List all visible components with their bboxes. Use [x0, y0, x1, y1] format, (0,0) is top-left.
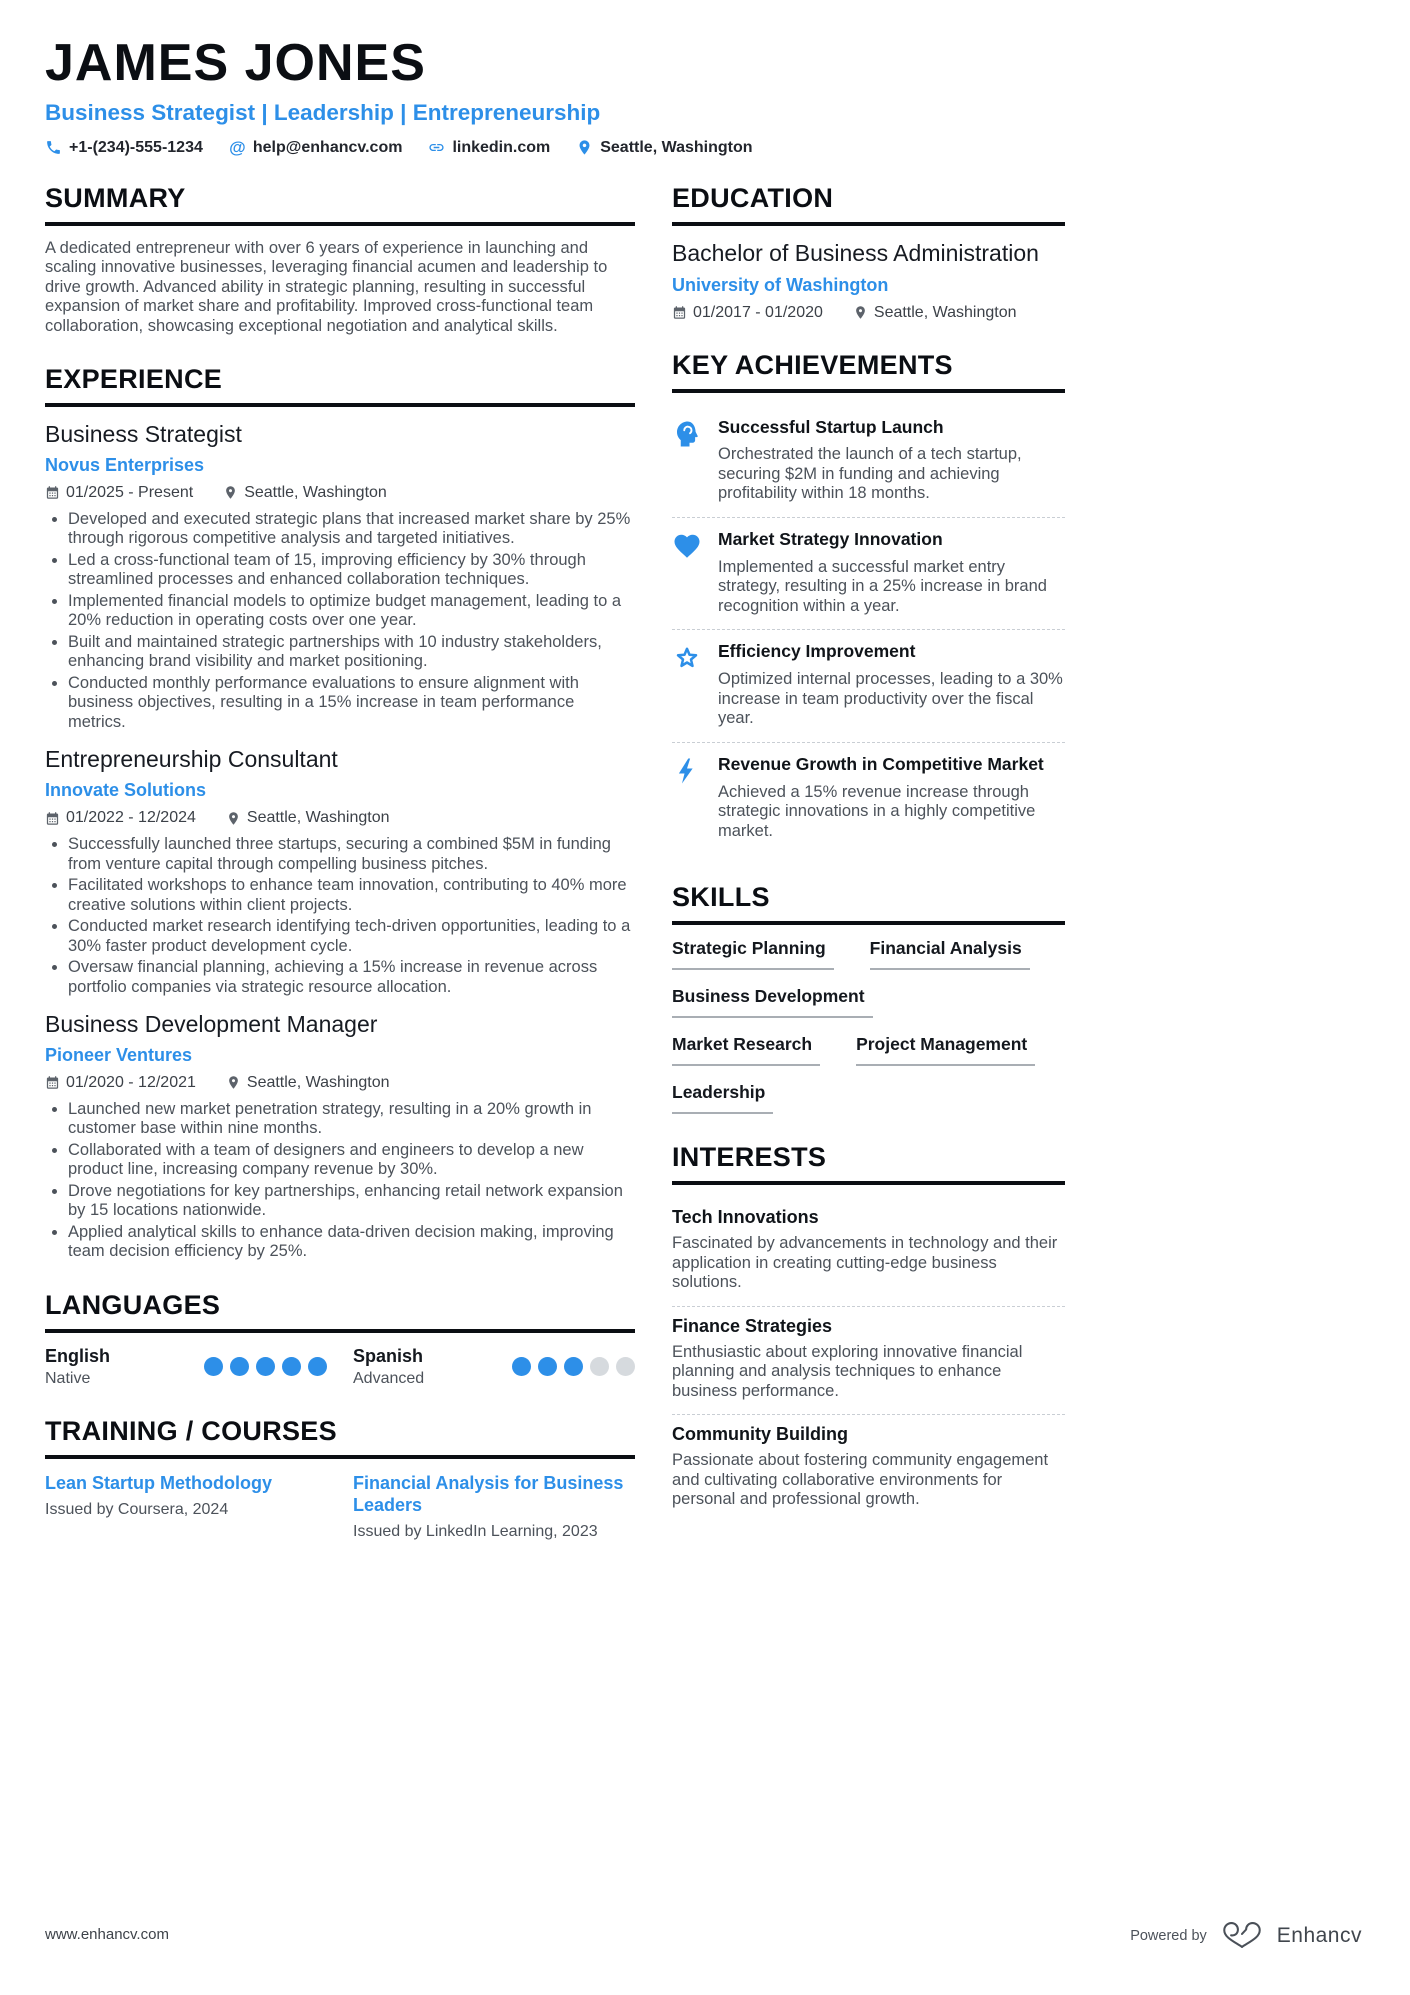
achievement-item — [672, 517, 1065, 629]
interest-title: Community Building — [672, 1424, 848, 1445]
job-entry — [45, 745, 635, 997]
skills-section — [672, 882, 1065, 1114]
job-bullet: • Developed and executed strategic plans that increased market share by 25% through rigorous competitive analysis and targeted initiatives. — [68, 510, 635, 549]
job-meta — [45, 1074, 635, 1092]
job-bullet: • Successfully launched three startups, securing a combined $5M in funding from venture capital through compelling business pitches. — [68, 835, 635, 874]
job-title: Business Strategist — [45, 421, 242, 448]
summary-heading: SUMMARY — [45, 183, 635, 226]
location-icon — [223, 485, 238, 500]
location-icon — [226, 1075, 241, 1090]
job-bullet: • Launched new market penetration strategy, resulting in a 20% growth in customer base within nine months. — [68, 1100, 635, 1139]
job-dates-value: 01/2025 - Present — [66, 483, 194, 501]
school-name: University of Washington — [672, 274, 889, 295]
job-location-value: Seattle, Washington — [244, 483, 387, 501]
job-bullet: • Collaborated with a team of designers and engineers to develop a new product line, increasing company revenue by 30%. — [68, 1141, 635, 1180]
language-level-dot — [512, 1357, 531, 1376]
experience-section — [45, 364, 635, 1262]
experience-heading: EXPERIENCE — [45, 364, 635, 407]
language-level-dot — [230, 1357, 249, 1376]
interest-text: Enthusiastic about exploring innovative financial planning and analysis techniques to enhance business performance. — [672, 1342, 1023, 1400]
course-issuer: Issued by LinkedIn Learning, 2023 — [353, 1522, 598, 1540]
interest-text: Fascinated by advancements in technology and their application in creating cutting-edge business solutions. — [672, 1234, 1058, 1292]
job-dates — [45, 484, 193, 502]
achievement-item — [672, 742, 1065, 854]
contact-link-value: linkedin.com — [452, 138, 551, 156]
skills-heading: SKILLS — [672, 882, 1065, 925]
achievement-item — [672, 406, 1065, 517]
brain-head-icon — [672, 417, 718, 504]
lightning-icon — [672, 754, 718, 841]
achievements-section — [672, 350, 1065, 855]
job-bullets — [45, 835, 635, 997]
job-meta — [45, 809, 635, 827]
job-bullet: • Implemented financial models to optimize budget management, leading to a 20% reduction in operating costs over one year. — [68, 592, 635, 631]
at-icon: @ — [229, 138, 246, 158]
language-level-dot — [590, 1357, 609, 1376]
interest-title: Tech Innovations — [672, 1207, 819, 1228]
footer-site-link[interactable]: www.enhancv.com — [45, 1926, 169, 1943]
education-location-value: Seattle, Washington — [873, 303, 1017, 321]
job-bullet: • Applied analytical skills to enhance data-driven decision making, improving team decision efficiency by 25%. — [68, 1223, 635, 1262]
job-title: Entrepreneurship Consultant — [45, 746, 338, 773]
job-bullet: • Built and maintained strategic partnerships with 10 industry stakeholders, enhancing brand visibility and market positioning. — [68, 633, 635, 672]
language-level-dot — [538, 1357, 557, 1376]
language-item — [353, 1346, 635, 1388]
language-name: English — [45, 1345, 111, 1366]
job-company: Pioneer Ventures — [45, 1044, 193, 1065]
language-level-dot — [308, 1357, 327, 1376]
contact-phone — [45, 139, 203, 157]
contact-row — [45, 139, 1067, 157]
skill-tag: Financial Analysis — [870, 938, 1030, 970]
education-dates-value: 01/2017 - 01/2020 — [693, 303, 823, 321]
job-title: Business Development Manager — [45, 1011, 378, 1038]
resume-header — [45, 36, 1067, 157]
contact-location — [576, 139, 752, 157]
job-bullet: • Oversaw financial planning, achieving a 15% increase in revenue across portfolio companies via strategic resource allocation. — [68, 958, 635, 997]
language-item — [45, 1346, 327, 1388]
job-location-value: Seattle, Washington — [246, 809, 390, 827]
achievement-title: Efficiency Improvement — [718, 641, 916, 662]
star-icon — [672, 641, 718, 728]
language-level-dot — [282, 1357, 301, 1376]
skill-tag: Market Research — [672, 1034, 820, 1066]
summary-text: A dedicated entrepreneur with over 6 years of experience in launching and scaling innovative businesses, leveraging financial acumen and leadership to drive growth. Advanced ability in strategic planning, resulting in successful expansion of market share and profitability. Improved cross-functional team collaboration, showcasing exceptional negotiation and analytical skills. — [45, 238, 608, 335]
job-bullet: • Facilitated workshops to enhance team innovation, contributing to 40% more creative solutions within client projects. — [68, 876, 635, 915]
education-heading: EDUCATION — [672, 183, 1065, 226]
language-level-dot — [256, 1357, 275, 1376]
person-name: JAMES JONES — [45, 34, 426, 92]
job-location — [223, 484, 387, 502]
job-bullet: • Drove negotiations for key partnerships, enhancing retail network expansion by 15 locations nationwide. — [68, 1182, 635, 1221]
achievement-text: Achieved a 15% revenue increase through strategic innovations in a highly competitive market. — [718, 782, 1036, 840]
interest-text: Passionate about fostering community engagement and cultivating collaborative environments for personal and professional growth. — [672, 1451, 1049, 1509]
job-bullets — [45, 510, 635, 733]
location-icon — [853, 305, 868, 320]
language-level-dots — [204, 1357, 327, 1376]
job-bullet: • Led a cross-functional team of 15, improving efficiency by 30% through streamlined processes and enhanced collaboration techniques. — [68, 551, 635, 590]
job-location — [226, 809, 390, 827]
interests-section — [672, 1142, 1065, 1523]
contact-phone-value: +1-(234)-555-1234 — [69, 138, 203, 156]
powered-by-label: Powered by — [1130, 1928, 1207, 1944]
enhancv-logo-icon — [1219, 1921, 1265, 1951]
language-level-dot — [616, 1357, 635, 1376]
location-icon — [576, 139, 593, 156]
calendar-icon — [45, 1075, 60, 1090]
skill-tag: Business Development — [672, 986, 873, 1018]
job-dates-value: 01/2022 - 12/2024 — [66, 809, 196, 827]
interest-title: Finance Strategies — [672, 1315, 833, 1336]
education-meta — [672, 304, 1065, 322]
job-dates-value: 01/2020 - 12/2021 — [66, 1073, 196, 1091]
skill-tag: Strategic Planning — [672, 938, 834, 970]
job-location-value: Seattle, Washington — [246, 1073, 390, 1091]
contact-link[interactable] — [428, 139, 550, 157]
job-company: Innovate Solutions — [45, 780, 207, 801]
language-level-dot — [204, 1357, 223, 1376]
location-icon — [226, 811, 241, 826]
job-bullet: • Conducted market research identifying tech-driven opportunities, leading to a 30% faster product development cycle. — [68, 917, 635, 956]
course-item — [45, 1472, 327, 1541]
heart-icon — [672, 529, 718, 616]
training-section — [45, 1416, 635, 1541]
link-icon — [428, 139, 445, 156]
job-meta — [45, 484, 635, 502]
skill-tag: Leadership — [672, 1082, 773, 1114]
job-location — [226, 1074, 390, 1092]
interest-item — [672, 1414, 1065, 1523]
interest-item — [672, 1198, 1065, 1306]
summary-section — [45, 183, 635, 337]
achievement-text: Optimized internal processes, leading to a 30% increase in team productivity over the fiscal year. — [718, 670, 1063, 728]
skill-tag: Project Management — [856, 1034, 1035, 1066]
job-entry — [45, 420, 635, 732]
calendar-icon — [672, 305, 687, 320]
contact-email-value: help@enhancv.com — [252, 138, 403, 156]
education-location — [853, 304, 1017, 322]
job-dates — [45, 809, 196, 827]
achievement-text: Orchestrated the launch of a tech startup, securing $2M in funding and achieving profitability within 18 months. — [718, 445, 1022, 503]
achievement-item — [672, 629, 1065, 741]
languages-section — [45, 1290, 635, 1388]
achievement-title: Successful Startup Launch — [718, 416, 944, 437]
course-item — [353, 1472, 635, 1541]
job-bullet: • Conducted monthly performance evaluations to ensure alignment with business objectives, resulting in a 15% increase in team performance metrics. — [68, 674, 635, 733]
achievement-title: Revenue Growth in Competitive Market — [718, 753, 1044, 774]
job-bullets — [45, 1100, 635, 1262]
footer-branding — [1130, 1921, 1362, 1951]
education-dates — [672, 304, 823, 322]
education-section — [672, 183, 1065, 322]
calendar-icon — [45, 811, 60, 826]
brand-name: Enhancv — [1276, 1924, 1362, 1947]
achievement-title: Market Strategy Innovation — [718, 528, 943, 549]
contact-email[interactable] — [229, 139, 403, 157]
course-title: Financial Analysis for Business Leaders — [353, 1472, 624, 1515]
headline: Business Strategist | Leadership | Entrepreneurship — [45, 99, 601, 125]
job-dates — [45, 1074, 196, 1092]
degree-title: Bachelor of Business Administration — [672, 239, 1039, 266]
job-entry — [45, 1010, 635, 1262]
calendar-icon — [45, 485, 60, 500]
phone-icon — [45, 139, 62, 156]
interests-heading: INTERESTS — [672, 1142, 1065, 1185]
language-name: Spanish — [353, 1345, 424, 1366]
interest-item — [672, 1306, 1065, 1415]
achievement-text: Implemented a successful market entry strategy, resulting in a 25% increase in brand recognition within a year. — [718, 557, 1047, 615]
languages-heading: LANGUAGES — [45, 1290, 635, 1333]
job-company: Novus Enterprises — [45, 454, 205, 475]
language-level-dot — [564, 1357, 583, 1376]
language-level: Advanced — [353, 1369, 425, 1387]
training-heading: TRAINING / COURSES — [45, 1416, 635, 1459]
course-issuer: Issued by Coursera, 2024 — [45, 1500, 229, 1518]
contact-location-value: Seattle, Washington — [600, 138, 753, 156]
language-level-dots — [512, 1357, 635, 1376]
language-level: Native — [45, 1369, 91, 1387]
course-title: Lean Startup Methodology — [45, 1472, 272, 1493]
achievements-heading: KEY ACHIEVEMENTS — [672, 350, 1065, 393]
